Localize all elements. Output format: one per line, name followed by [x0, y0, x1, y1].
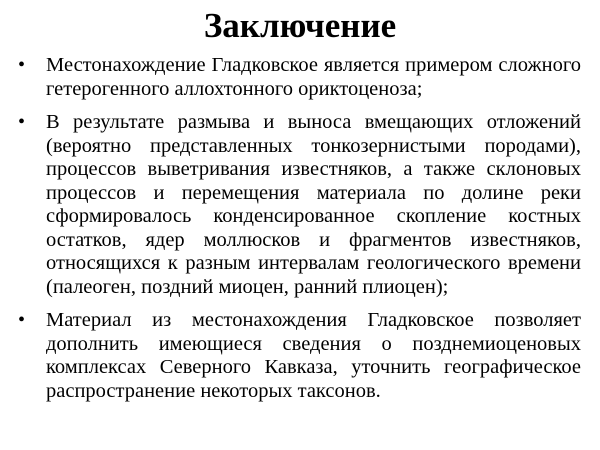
bullet-item: [18, 111, 581, 299]
bullet-list: [18, 54, 581, 413]
bullet-text: Материал из местонахождения Гладковское позволяет дополнить имеющиеся сведения о позднемиоценовых комплексах Северного Кавказа, уточнить географическое распространение некоторых таксонов.: [46, 309, 581, 402]
bullet-icon: •: [18, 54, 26, 76]
slide-title: Заключение: [203, 6, 397, 45]
bullet-text: Местонахождение Гладковское является примером сложного гетерогенного аллохтонного ориктоценоза;: [46, 54, 581, 100]
bullet-item: [18, 54, 581, 101]
bullet-icon: •: [18, 111, 26, 133]
bullet-icon: •: [18, 309, 26, 331]
bullet-item: [18, 309, 581, 403]
bullet-text: В результате размыва и выноса вмещающих отложений (вероятно представленных тонкозернистыми породами), процессов выветривания известняков, а также склоновых процессов и перемещения материала по долине реки сформировалось конденсированное скопление костных остатков, ядер моллюсков и фрагментов известняков, относящихся к разным интервалам геологического времени (палеоген, поздний миоцен, ранний плиоцен);: [46, 111, 581, 298]
